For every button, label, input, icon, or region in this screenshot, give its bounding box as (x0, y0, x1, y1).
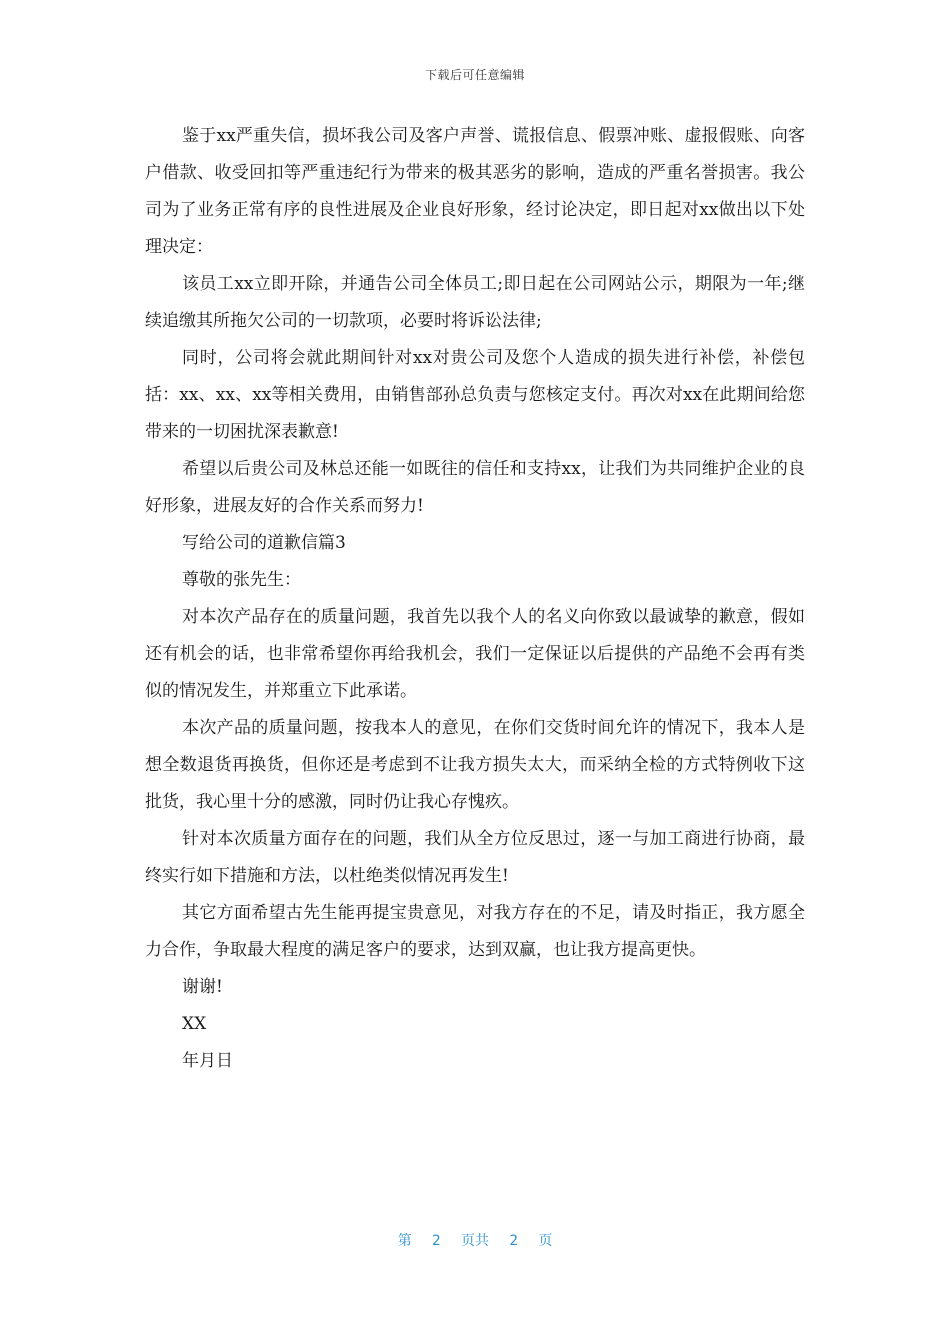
paragraph: 本次产品的质量问题，按我本人的意见，在你们交货时间允许的情况下，我本人是想全数退货再换货，但你还是考虑到不让我方损失太大，而采纳全检的方式特例收下这批货，我心里十分的感激，同时仍让我心存愧疚。 (145, 718, 805, 812)
footer-mid: 页共 (461, 1233, 489, 1249)
salutation: 尊敬的张先生： (182, 570, 301, 590)
closing-thanks: 谢谢! (182, 977, 223, 997)
paragraph: 对本次产品存在的质量问题，我首先以我个人的名义向你致以最诚挚的歉意，假如还有机会的话，也非常希望你再给我机会，我们一定保证以后提供的产品绝不会再有类似的情况发生，并郑重立下此承诺。 (145, 607, 805, 701)
page-header: 下载后可任意编辑 (424, 68, 525, 82)
paragraph: 该员工xx立即开除，并通告公司全体员工;即日起在公司网站公示，期限为一年;继续追缴其所拖欠公司的一切款项，必要时将诉讼法律; (145, 274, 805, 331)
footer-page-number: 2 (432, 1233, 441, 1249)
page-footer (0, 1230, 950, 1250)
signature: XX (182, 1014, 207, 1034)
section-title: 写给公司的道歉信篇3 (182, 533, 346, 553)
footer-prefix: 第 (397, 1233, 412, 1249)
paragraph: 同时，公司将会就此期间针对xx对贵公司及您个人造成的损失进行补偿，补偿包括：xx、xx、xx等相关费用，由销售部孙总负责与您核定支付。再次对xx在此期间给您带来的一切困扰深表歉意! (145, 348, 805, 442)
paragraph: 针对本次质量方面存在的问题，我们从全方位反思过，逐一与加工商进行协商，最终实行如下措施和方法，以杜绝类似情况再发生! (145, 829, 805, 886)
paragraph: 鉴于xx严重失信，损坏我公司及客户声誉、谎报信息、假票冲账、虚报假账、向客户借款、收受回扣等严重违纪行为带来的极其恶劣的影响，造成的严重名誉损害。我公司为了业务正常有序的良性进展及企业良好形象，经讨论决定，即日起对xx做出以下处理决定： (145, 126, 805, 257)
footer-total-pages: 2 (509, 1233, 518, 1249)
date-line: 年月日 (182, 1051, 233, 1071)
paragraph: 其它方面希望古先生能再提宝贵意见，对我方存在的不足，请及时指正，我方愿全力合作，争取最大程度的满足客户的要求，达到双赢，也让我方提高更快。 (145, 903, 805, 960)
footer-suffix: 页 (538, 1233, 553, 1249)
paragraph: 希望以后贵公司及林总还能一如既往的信任和支持xx，让我们为共同维护企业的良好形象，进展友好的合作关系而努力! (145, 459, 805, 516)
document-body (145, 118, 805, 1080)
